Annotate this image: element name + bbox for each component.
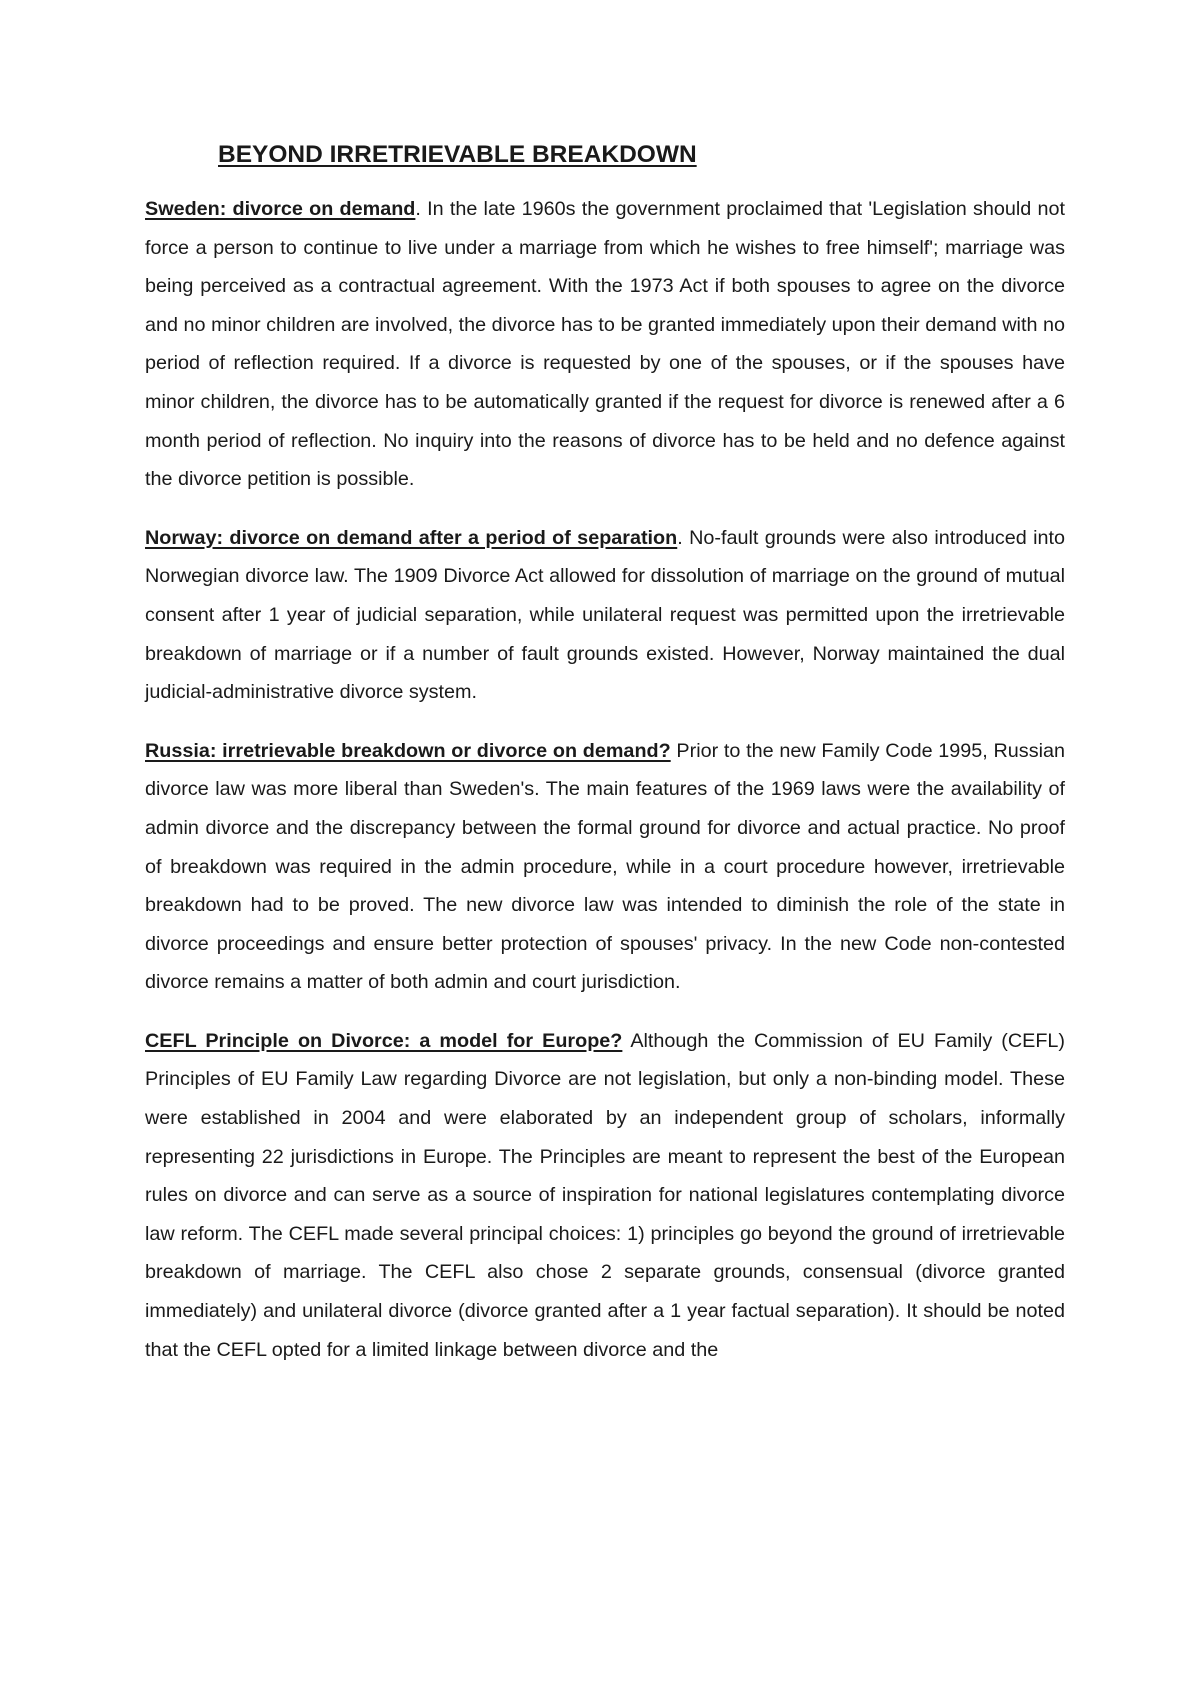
section-body-norway: . No-fault grounds were also introduced into Norwegian divorce law. The 1909 Divorce Act allowed for dissolution of marriage on the ground of mutual consent after 1 year of judicial separation, while unilateral request was permitted upon the irretrievable breakdown of marriage or if a number of fault grounds existed. However, Norway maintained the dual judicial-administrative divorce system. — [145, 526, 1065, 704]
section-cefl — [145, 1022, 1065, 1369]
section-body-cefl: Although the Commission of EU Family (CEFL) Principles of EU Family Law regarding Divorce are not legislation, but only a non-binding model. These were established in 2004 and were elaborated by an independent group of scholars, informally representing 22 jurisdictions in Europe. The Principles are meant to represent the best of the European rules on divorce and can serve as a source of inspiration for national legislatures contemplating divorce law reform. The CEFL made several principal choices: 1) principles go beyond the ground of irretrievable breakdown of marriage. The CEFL also chose 2 separate grounds, consensual (divorce granted immediately) and unilateral divorce (divorce granted after a 1 year factual separation). It should be noted that the CEFL opted for a limited linkage between divorce and the — [145, 1029, 1066, 1361]
section-heading-russia: Russia: irretrievable breakdown or divorce on demand? — [145, 739, 671, 762]
section-russia — [145, 732, 1065, 1002]
section-sweden — [145, 190, 1065, 499]
document-page — [145, 140, 1065, 1369]
section-heading-sweden: Sweden: divorce on demand — [145, 198, 416, 220]
section-heading-cefl: CEFL Principle on Divorce: a model for Europe? — [145, 1029, 623, 1052]
document-title: BEYOND IRRETRIEVABLE BREAKDOWN — [218, 141, 697, 168]
section-body-sweden: . In the late 1960s the government proclaimed that 'Legislation should not force a person to continue to live under a marriage from which he wishes to free himself'; marriage was being perceived as a contractual agreement. With the 1973 Act if both spouses to agree on the divorce and no minor children are involved, the divorce has to be granted immediately upon their demand with no period of reflection required. If a divorce is requested by one of the spouses, or if the spouses have minor children, the divorce has to be automatically granted if the request for divorce is renewed after a 6 month period of reflection. No inquiry into the reasons of divorce has to be held and no defence against the divorce petition is possible. — [145, 198, 1065, 491]
section-body-russia: Prior to the new Family Code 1995, Russian divorce law was more liberal than Sweden's. The main features of the 1969 laws were the availability of admin divorce and the discrepancy between the formal ground for divorce and actual practice. No proof of breakdown was required in the admin procedure, while in a court procedure however, irretrievable breakdown had to be proved. The new divorce law was intended to diminish the role of the state in divorce proceedings and ensure better protection of spouses' privacy. In the new Code non-contested divorce remains a matter of both admin and court jurisdiction. — [145, 739, 1065, 994]
section-heading-norway: Norway: divorce on demand after a period of separation — [145, 526, 678, 549]
section-norway — [145, 519, 1065, 712]
